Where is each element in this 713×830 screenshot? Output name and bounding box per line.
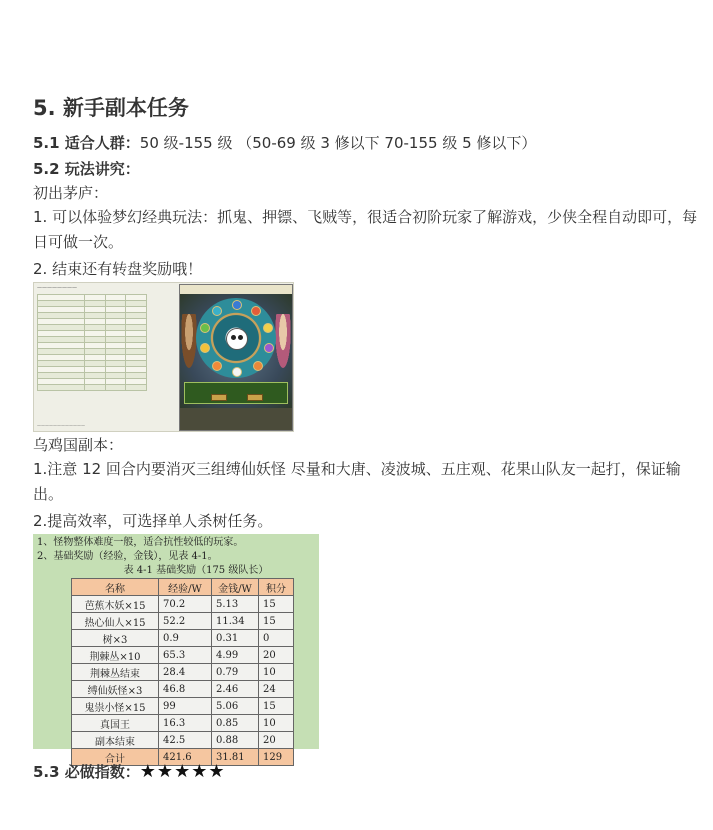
cell-points: 20 [259, 647, 294, 664]
cell-name: 荆棘丛结束 [72, 664, 159, 681]
cell-name: 副本结束 [72, 732, 159, 749]
reward-table-header [72, 579, 294, 596]
reward-table-image [33, 534, 319, 765]
cell-exp: 16.3 [159, 715, 212, 732]
game-window [179, 284, 293, 431]
cell-points: 15 [259, 613, 294, 630]
npc-figure-right [274, 314, 292, 374]
cell-name: 荆棘丛×10 [72, 647, 159, 664]
cell-points: 24 [259, 681, 294, 698]
audience-line [33, 132, 536, 153]
cell-points: 0 [259, 630, 294, 647]
header-points: 积分 [259, 579, 294, 596]
cell-name: 芭蕉木妖×15 [72, 596, 159, 613]
cell-points: 15 [259, 596, 294, 613]
cell-exp: 99 [159, 698, 212, 715]
reward-note-2: 2、基础奖励（经验，金钱），见表 4-1。 [37, 551, 218, 562]
cell-money: 31.81 [212, 749, 259, 766]
dialog-button-left [211, 394, 227, 401]
screenshot-footer: ———————————— [37, 423, 85, 428]
cell-exp: 421.6 [159, 749, 212, 766]
star-rating-icon: ★★★★★ [139, 761, 226, 782]
cell-exp: 65.3 [159, 647, 212, 664]
table-row [72, 664, 294, 681]
cell-points: 20 [259, 732, 294, 749]
reward-table [71, 578, 294, 766]
screenshot-header: ———————— [37, 285, 77, 291]
paragraph-2: 2. 结束还有转盘奖励哦！ [33, 260, 203, 278]
paragraph-4: 2.提高效率，可选择单人杀树任务。 [33, 512, 273, 530]
table-row [72, 698, 294, 715]
cell-points: 15 [259, 698, 294, 715]
cell-money: 0.85 [212, 715, 259, 732]
cell-money: 5.06 [212, 698, 259, 715]
table-row [72, 613, 294, 630]
game-dialog [184, 382, 288, 404]
table-row [72, 715, 294, 732]
reward-table-caption: 表 4-1 基础奖励（175 级队长） [123, 565, 269, 576]
audience-label: 5.1 适合人群： [33, 134, 140, 152]
section-heading: 5. 新手副本任务 [33, 96, 189, 120]
cell-exp: 52.2 [159, 613, 212, 630]
cell-name: 热心仙人×15 [72, 613, 159, 630]
header-exp: 经验/W [159, 579, 212, 596]
screenshot-table [37, 294, 147, 391]
cell-money: 0.88 [212, 732, 259, 749]
header-money: 金钱/W [212, 579, 259, 596]
table-row [72, 596, 294, 613]
cell-name: 树×3 [72, 630, 159, 647]
dialog-button-right [247, 394, 263, 401]
header-name: 名称 [72, 579, 159, 596]
gameplay-label: 5.2 玩法讲究： [33, 160, 140, 178]
reward-note-1: 1、怪物整体难度一般，适合抗性较低的玩家。 [37, 537, 244, 548]
cell-exp: 46.8 [159, 681, 212, 698]
cell-name: 缚仙妖怪×3 [72, 681, 159, 698]
cell-exp: 70.2 [159, 596, 212, 613]
cell-money: 0.79 [212, 664, 259, 681]
reward-wheel [196, 298, 276, 378]
cell-points: 10 [259, 664, 294, 681]
cell-exp: 28.4 [159, 664, 212, 681]
must-do-label: 5.3 必做指数： [33, 763, 140, 781]
cell-money: 2.46 [212, 681, 259, 698]
cell-exp: 0.9 [159, 630, 212, 647]
table-row [72, 732, 294, 749]
cell-money: 4.99 [212, 647, 259, 664]
cell-name: 真国王 [72, 715, 159, 732]
game-scene [180, 294, 292, 408]
cell-points: 10 [259, 715, 294, 732]
paragraph-1: 1. 可以体验梦幻经典玩法：抓鬼、押镖、飞贼等，很适合初阶玩家了解游戏，少侠全程自动即可，每日可做一次。 [33, 208, 698, 251]
table-row [72, 681, 294, 698]
table-row [72, 647, 294, 664]
cell-money: 5.13 [212, 596, 259, 613]
subheading-wuji: 乌鸡国副本： [33, 436, 124, 454]
cell-money: 0.31 [212, 630, 259, 647]
panda-icon [226, 328, 248, 350]
cell-points: 129 [259, 749, 294, 766]
table-row [72, 630, 294, 647]
game-screenshot-image [33, 282, 294, 432]
must-do-line [33, 761, 225, 782]
audience-text: 50 级-155 级 （50-69 级 3 修以下 70-155 级 5 修以下） [139, 134, 537, 152]
cell-name: 鬼祟小怪×15 [72, 698, 159, 715]
game-window-titlebar [180, 285, 292, 294]
npc-figure-left [180, 314, 198, 374]
paragraph-3: 1.注意 12 回合内要消灭三组缚仙妖怪 尽量和大唐、凌波城、五庄观、花果山队友一起打，保证输出。 [33, 460, 681, 503]
subheading-chuchu: 初出茅庐： [33, 184, 109, 202]
cell-name: 合计 [72, 749, 159, 766]
cell-exp: 42.5 [159, 732, 212, 749]
cell-money: 11.34 [212, 613, 259, 630]
